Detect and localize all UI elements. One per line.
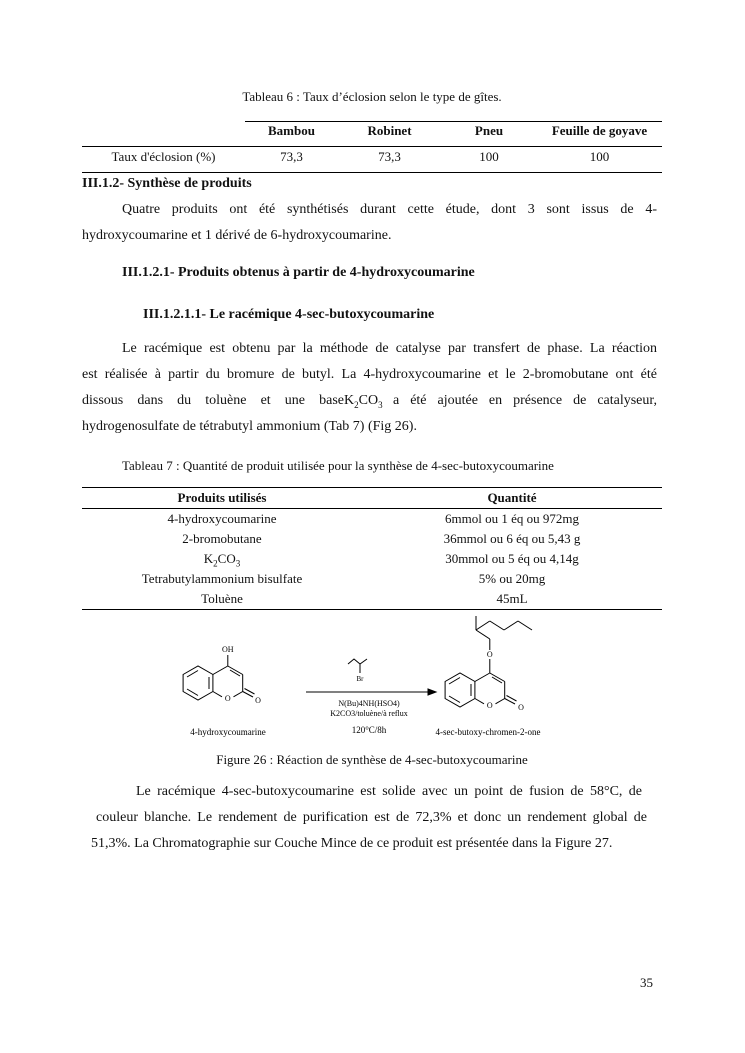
intro-line-1: Quatre produits ont été synthétisés durant cette étude, dont 3 sont issus de 4-	[122, 202, 657, 217]
ether-oxygen: O	[486, 650, 493, 659]
reagent-line-2: K2CO3/toluène/à reflux	[330, 709, 408, 718]
conditions-label: 120°C/8h	[351, 725, 387, 735]
left-ring-oxygen: O	[224, 694, 231, 703]
left-benzene-ring	[183, 666, 213, 700]
table6-value-pneu: 100	[479, 149, 499, 164]
table6-mid-rule	[82, 146, 662, 147]
para1-k2co3: $K_2CO_3$	[344, 393, 383, 410]
table6-value-robinet: 73,3	[378, 149, 401, 164]
table7-bottom-rule	[82, 609, 662, 610]
table6-top-rule	[245, 121, 662, 122]
table6-header-bambou: Bambou	[268, 123, 315, 138]
para1-line-4: hydrogenosulfate de tétrabutyl ammonium (Tab 7) (Fig 26).	[82, 419, 417, 434]
table6-bottom-rule	[82, 172, 662, 173]
table7-product-1: 4-hydroxycoumarine	[167, 511, 277, 526]
table7-quantity-5: 45mL	[496, 591, 528, 606]
section-heading: III.1.2- Synthèse de produits	[82, 176, 252, 191]
table7-product-2: 2-bromobutane	[182, 531, 262, 546]
br-label: Br	[356, 675, 364, 683]
table6-row-label: Taux d'éclosion (%)	[111, 149, 216, 164]
sub-heading: III.1.2.1- Produits obtenus à partir de 4-hydroxycoumarine	[122, 265, 475, 280]
para1-line-3a: dissous dans du toluène et une base	[82, 393, 344, 408]
reaction-scheme	[170, 615, 590, 745]
bromobutane-skeleton	[348, 659, 367, 664]
para1-line-1: Le racémique est obtenu par la méthode de catalyse par transfert de phase. La réaction	[122, 341, 657, 356]
right-compound-name: 4-sec-butoxy-chromen-2-one	[435, 727, 541, 737]
table7-top-rule	[82, 487, 662, 488]
table7-quantity-1: 6mmol ou 1 éq ou 972mg	[445, 511, 579, 526]
left-carbonyl-oxygen: O	[255, 696, 261, 705]
oh-label: OH	[222, 645, 234, 654]
intro-line-2: hydroxycoumarine et 1 dérivé de 6-hydroxycoumarine.	[82, 228, 392, 243]
table6-header-pneu: Pneu	[474, 123, 504, 138]
page-number: 35	[640, 975, 653, 990]
table7-quantity-3: 30mmol ou 5 éq ou 4,14g	[445, 551, 579, 566]
table7-header-products: Produits utilisés	[177, 490, 267, 505]
table6-value-goyave: 100	[589, 149, 610, 164]
table6-value-bambou: 73,3	[280, 149, 303, 164]
figure26-caption: Figure 26 : Réaction de synthèse de 4-sec-butoxycoumarine	[216, 752, 528, 767]
table7-product-5: Toluène	[201, 591, 243, 606]
left-compound-name: 4-hydroxycoumarine	[190, 727, 266, 737]
table7-quantity-2: 36mmol ou 6 éq ou 5,43 g	[443, 531, 581, 546]
para1-line-3b: a été ajoutée en présence de catalyseur,	[393, 393, 657, 408]
reagent-line-1: N(Bu)4NH(HSO4)	[338, 699, 400, 708]
table7-product-3: $K_2CO_3$	[203, 551, 241, 569]
table7-caption: Tableau 7 : Quantité de produit utilisée pour la synthèse de 4-sec-butoxycoumarine	[122, 458, 554, 473]
table6-header-robinet: Robinet	[367, 123, 412, 138]
table7-mid-rule	[82, 508, 662, 509]
right-ring-oxygen: O	[486, 701, 493, 710]
para2-line-3: 51,3%. La Chromatographie sur Couche Mince de ce produit est présentée dans la Figure 27.	[91, 836, 613, 851]
para2-line-1: Le racémique 4-sec-butoxycoumarine est solide avec un point de fusion de 58°C, de	[136, 784, 642, 799]
right-carbonyl-oxygen: O	[518, 703, 524, 712]
table7-product-4: Tetrabutylammonium bisulfate	[141, 571, 303, 586]
table6-caption: Tableau 6 : Taux d’éclosion selon le type de gîtes.	[242, 89, 502, 104]
table6-header-goyave: Feuille de goyave	[551, 123, 648, 138]
table7-quantity-4: 5% ou 20mg	[478, 571, 546, 586]
right-benzene-ring	[445, 673, 475, 707]
table7-header-quantity: Quantité	[487, 490, 537, 505]
para1-line-2: est réalisée à partir du bromure de butyl. La 4-hydroxycoumarine et le 2-bromobutane ont été	[82, 367, 657, 382]
subsub-heading: III.1.2.1.1- Le racémique 4-sec-butoxycoumarine	[143, 307, 435, 322]
sec-butyl-methyl	[476, 630, 490, 639]
para2-line-2: couleur blanche. Le rendement de purification est de 72,3% et donc un rendement global de	[96, 810, 647, 825]
